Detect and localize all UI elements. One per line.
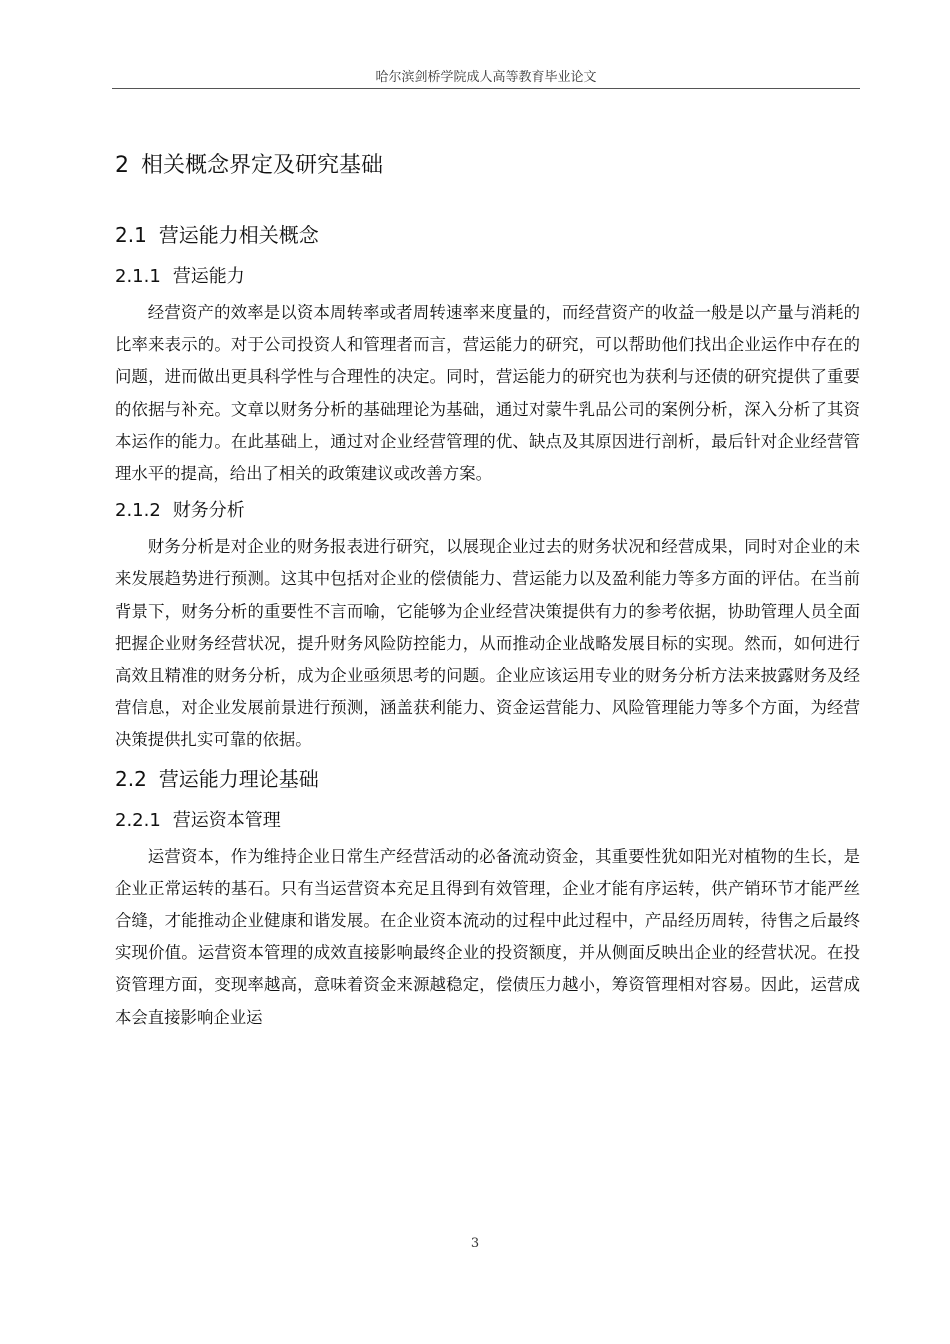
subsection-title: 财务分析	[172, 500, 245, 522]
subsection-title: 营运资本管理	[172, 809, 281, 831]
page-body	[115, 143, 860, 1037]
subsection-heading-2-1-2	[115, 493, 860, 529]
paragraph-working-capital: 运营资本，作为维持企业日常生产经营活动的必备流动资金，其重要性犹如阳光对植物的生长，是企业正常运转的基石。只有当运营资本充足且得到有效管理，企业才能有序运转，供产销环节才能严丝合缝，才能推动企业健康和谐发展。在企业资本流动的过程中此过程中，产品经历周转，待售之后最终实现价值。运营资本管理的成效直接影响最终企业的投资额度，并从侧面反映出企业的经营状况。在投资管理方面，变现率越高，意味着资金来源越稳定，偿债压力越小，筹资管理相对容易。因此，运营成本会直接影响企业运	[115, 846, 860, 1027]
header-divider	[112, 88, 860, 89]
paragraph-operating-capacity: 经营资产的效率是以资本周转率或者周转速率来度量的，而经营资产的收益一般是以产量与消耗的比率来表示的。对于公司投资人和管理者而言，营运能力的研究，可以帮助他们找出企业运作中存在的问题，进而做出更具科学性与合理性的决定。同时，营运能力的研究也为获利与还债的研究提供了重要的依据与补充。文章以财务分析的基础理论为基础，通过对蒙牛乳品公司的案例分析，深入分析了其资本运作的能力。在此基础上，通过对企业经营管理的优、缺点及其原因进行剖析，最后针对企业经营管理水平的提高，给出了相关的政策建议或改善方案。	[115, 303, 860, 484]
chapter-number: 2	[115, 153, 129, 178]
section-title: 营运能力理论基础	[158, 766, 319, 791]
section-heading-2-2	[115, 760, 860, 798]
section-number: 2.2	[115, 766, 147, 791]
chapter-heading	[115, 143, 860, 189]
page-number: 3	[470, 1236, 480, 1251]
section-heading-2-1	[115, 216, 860, 254]
subsection-heading-2-2-1	[115, 803, 860, 839]
subsection-number: 2.2.1	[115, 809, 161, 831]
paragraph-financial-analysis: 财务分析是对企业的财务报表进行研究，以展现企业过去的财务状况和经营成果，同时对企业的未来发展趋势进行预测。这其中包括对企业的偿债能力、营运能力以及盈利能力等多方面的评估。在当前背景下，财务分析的重要性不言而喻，它能够为企业经营决策提供有力的参考依据，协助管理人员全面把握企业财务经营状况，提升财务风险防控能力，从而推动企业战略发展目标的实现。然而，如何进行高效且精准的财务分析，成为企业亟须思考的问题。企业应该运用专业的财务分析方法来披露财务及经营信息，对企业发展前景进行预测，涵盖获利能力、资金运营能力、风险管理能力等多个方面，为经营决策提供扎实可靠的依据。	[115, 537, 860, 750]
subsection-number: 2.1.2	[115, 500, 161, 522]
chapter-title: 相关概念界定及研究基础	[141, 153, 384, 178]
running-header: 哈尔滨剑桥学院成人高等教育毕业论文	[375, 70, 597, 85]
subsection-title: 营运能力	[172, 266, 245, 287]
section-number: 2.1	[115, 223, 147, 247]
subsection-heading-2-1-1	[115, 259, 860, 295]
subsection-number: 2.1.1	[115, 266, 161, 287]
section-title: 营运能力相关概念	[158, 223, 319, 247]
